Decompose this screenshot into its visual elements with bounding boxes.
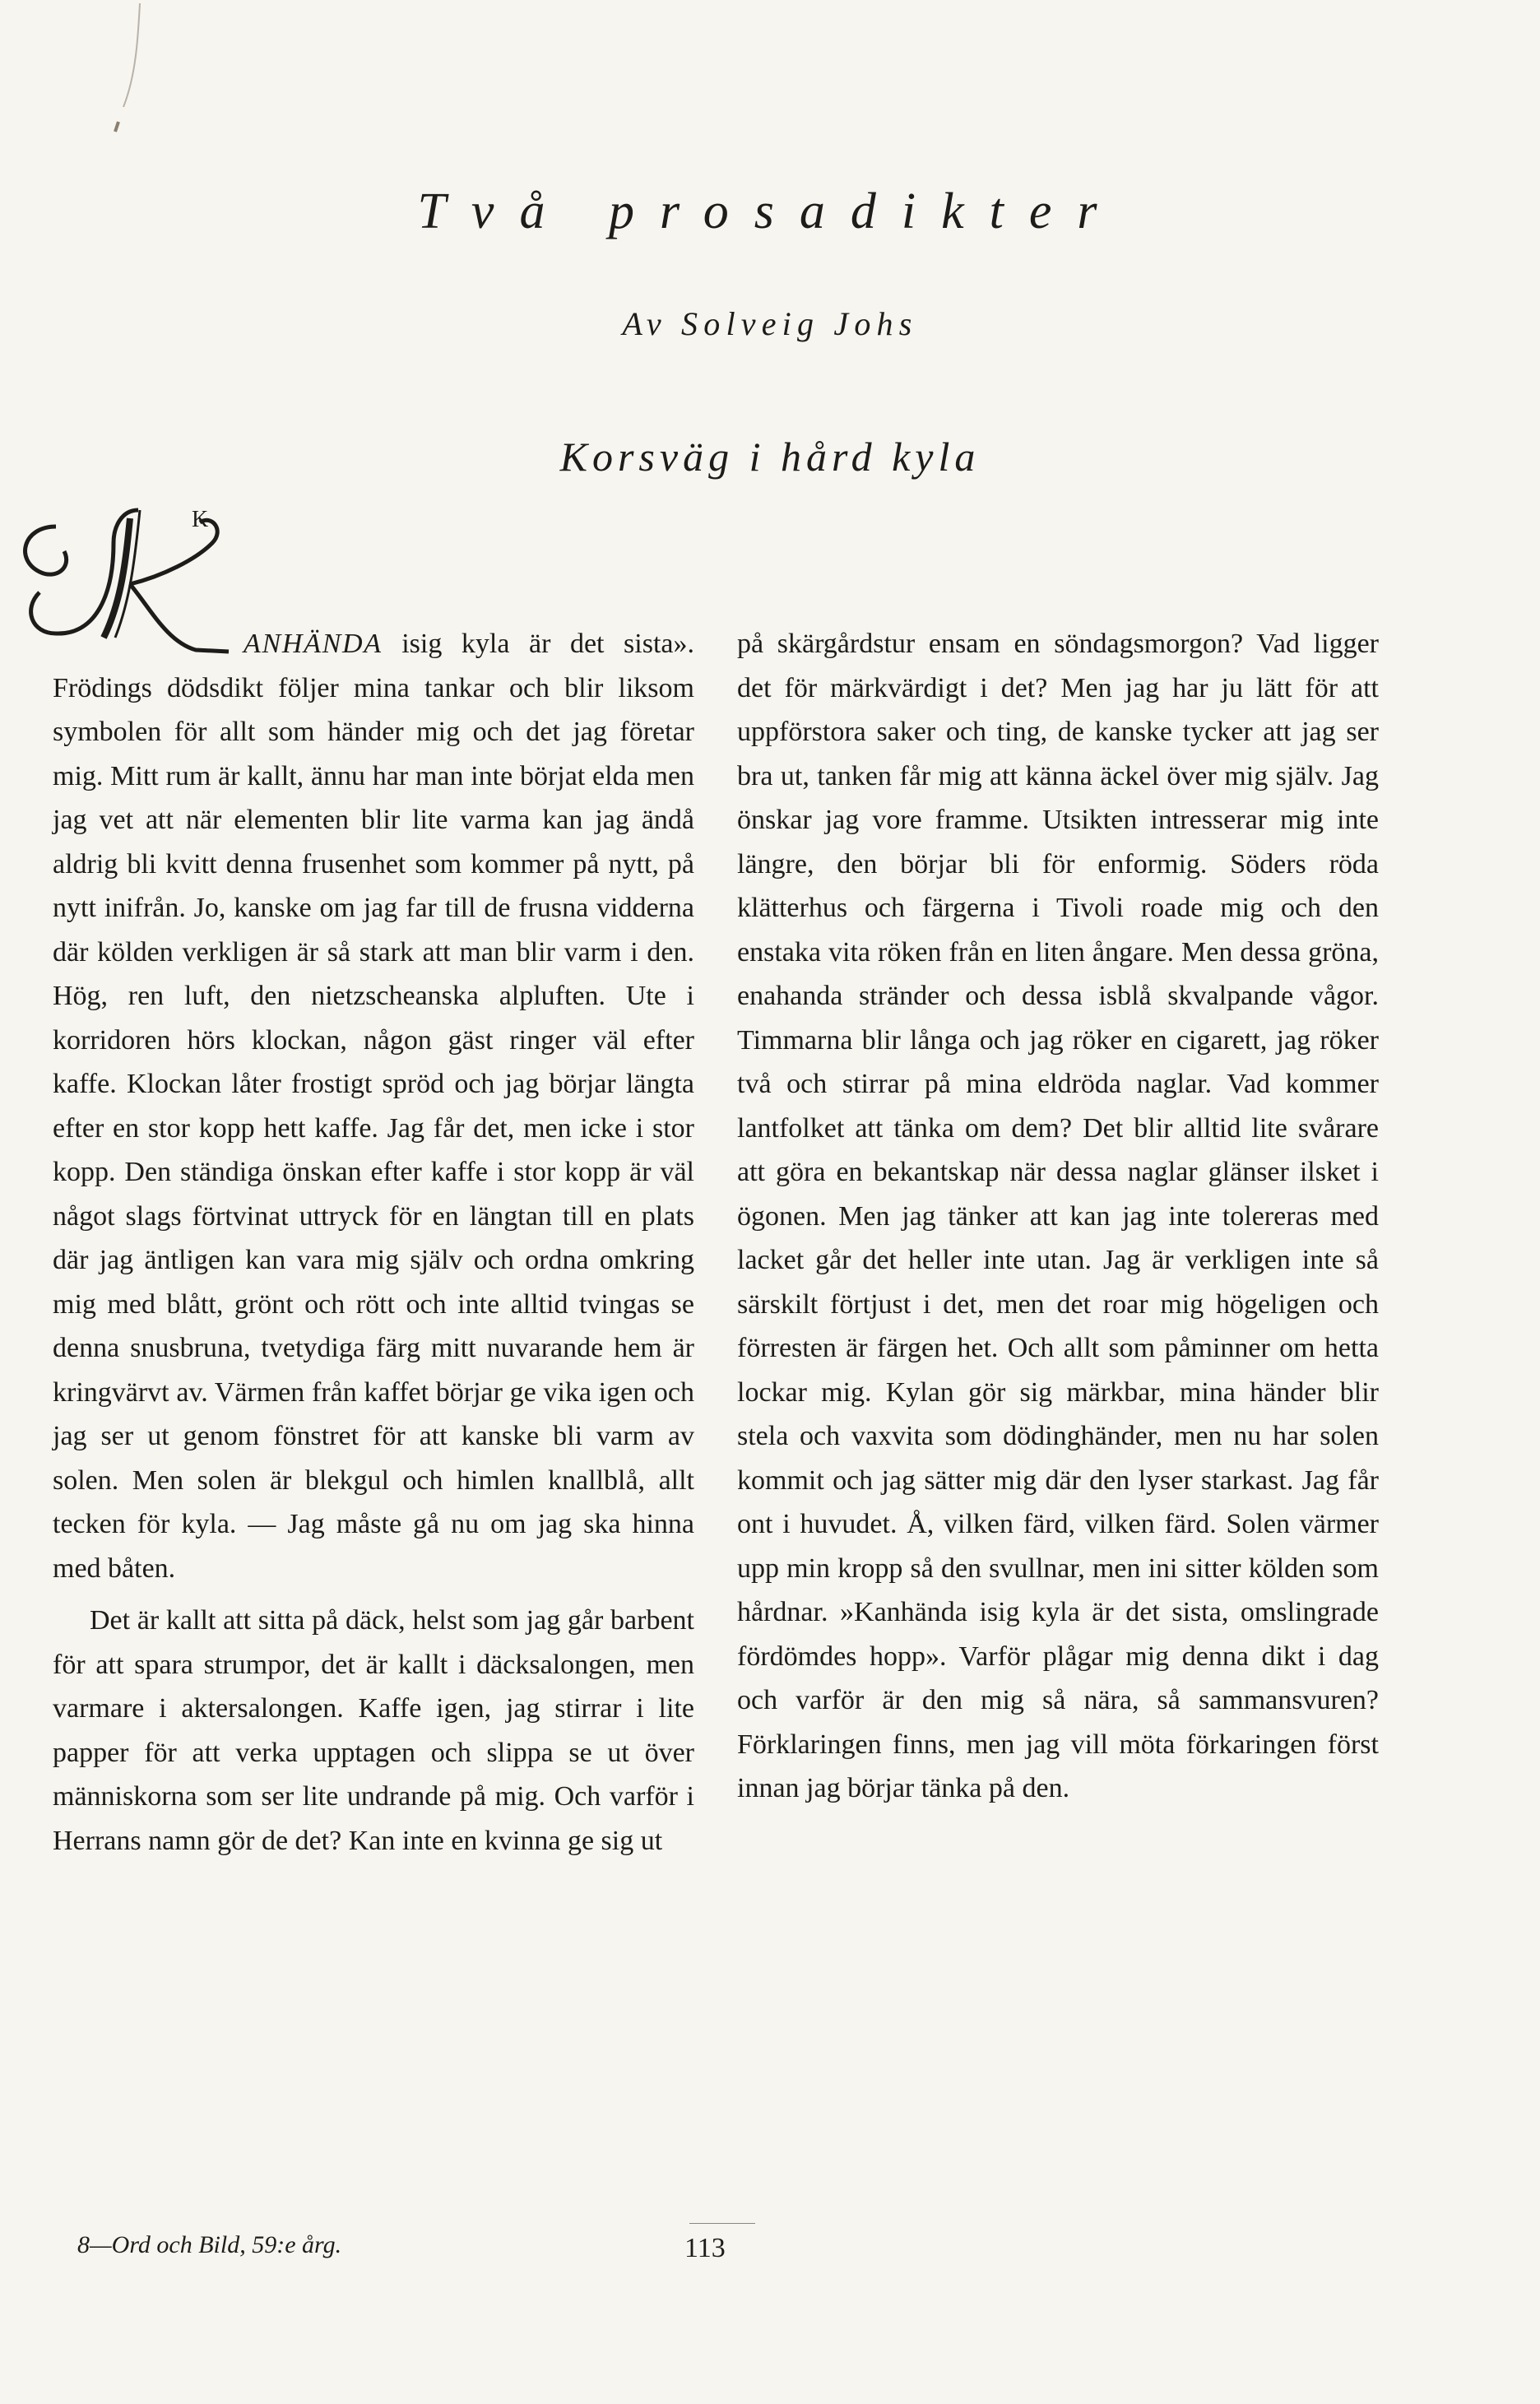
page-number: 113: [684, 2233, 726, 2263]
right-column: [737, 622, 1379, 1811]
paragraph-1: [53, 622, 694, 1590]
paragraph-2: Det är kallt att sitta på däck, helst som jag går barbent för att spara strumpor, det är kallt i däcksalongen, men varmare i aktersalongen. Kaffe igen, jag stirrar i lite papper för att verka upptagen och slippa se ut över människorna som ser lite undrande på mig. Och varför i Herrans namn gör de det? Kan inte en kvinna ge sig ut: [53, 1605, 694, 1856]
paragraph-3: på skärgårdstur ensam en söndagsmorgon? Vad ligger det för märkvärdigt i det? Men jag har ju lätt för att uppförstora saker och ting, de kanske tycker att jag ser bra ut, tanken får mig att känna äckel över mig själv. Jag önskar jag vore framme. Utsikten intresserar mig inte längre, den börjar bli för enformig. Söders röda klätterhus och färgerna i Tivoli roade mig och den enstaka vita röken från en liten ångare. Men dessa gröna, enahanda stränder och dessa isblå skvalpande vågor. Timmarna blir långa och jag röker en cigarett, jag röker två och stirrar på mina eldröda naglar. Vad kommer lantfolket att tänka om dem? Det blir alltid lite svårare att göra en bekantskap när dessa naglar glänser ilsket i ögonen. Men jag tänker att kan jag inte tolereras med lacket går det heller inte utan. Jag är verkligen inte så särskilt förtjust i det, men det roar mig högeligen och förresten är färgen het. Och allt som påminner om hetta lockar mig. Kylan gör sig märkbar, mina händer blir stela och vaxvita som dödinghänder, men nu har solen kommit och jag sätter mig där den lyser starkast. Jag får ont i huvudet. Å, vilken färd, vilken färd. Solen värmer upp min kropp så den svullnar, men ini sitter kölden som hårdnar. »Kanhända isig kyla är det sista, omslingrade fördömdes hopp». Varför plågar mig denna dikt i dag och varför är den mig så nära, så sammansvuren? Förklaringen finns, men jag vill möta förkaringen först innan jag börjar tänka på den.: [737, 629, 1379, 1803]
opening-word: ANHÄNDA: [244, 629, 383, 659]
byline: Av Solveig Johs: [622, 305, 918, 342]
footer-rule: [689, 2223, 755, 2224]
paragraph-1-text: isig kyla är det sista». Frödings dödsdikt följer mina tankar och blir liksom symbolen för allt som händer mig och det jag företar mig. Mitt rum är kallt, ännu har man inte börjat elda men jag vet att när elementen blir lite varma kan jag ändå aldrig bli kvitt denna frusenhet som kommer på nytt, på nytt inifrån. Jo, kanske om jag far till de frusna vidderna där kölden verkligen är så stark att man blir varm i den. Hög, ren luft, den nietzscheanska alpluften. Ute i korridoren hörs klockan, någon gäst ringer väl efter kaffe. Klockan låter frostigt spröd och jag börjar längta efter en stor kopp hett kaffe. Jag får det, men icke i stor kopp. Den ständiga önskan efter kaffe i stor kopp är väl något slags förtvinat uttryck för en längtan till en plats där jag äntligen kan vara mig själv och ordna omkring mig med blått, grönt och rött och inte alltid tvingas se denna snusbruna, tvetydiga färg mitt nuvarande hem är kringvärvt av. Värmen från kaffet börjar ge vika igen och jag ser ut genom fönstret för att kanske bli varm av solen. Men solen är blekgul och himlen knallblå, allt tecken för kyla. — Jag måste gå nu om jag ska hinna med båten.: [53, 629, 694, 1584]
left-column: [53, 622, 694, 1863]
footer-source: 8—Ord och Bild, 59:e årg.: [77, 2231, 342, 2258]
article-title: Två prosadikter: [417, 183, 1123, 239]
pencil-mark: [107, 0, 156, 148]
poem-title: Korsväg i hård kyla: [559, 434, 981, 480]
dropcap-letter: K: [192, 507, 209, 532]
